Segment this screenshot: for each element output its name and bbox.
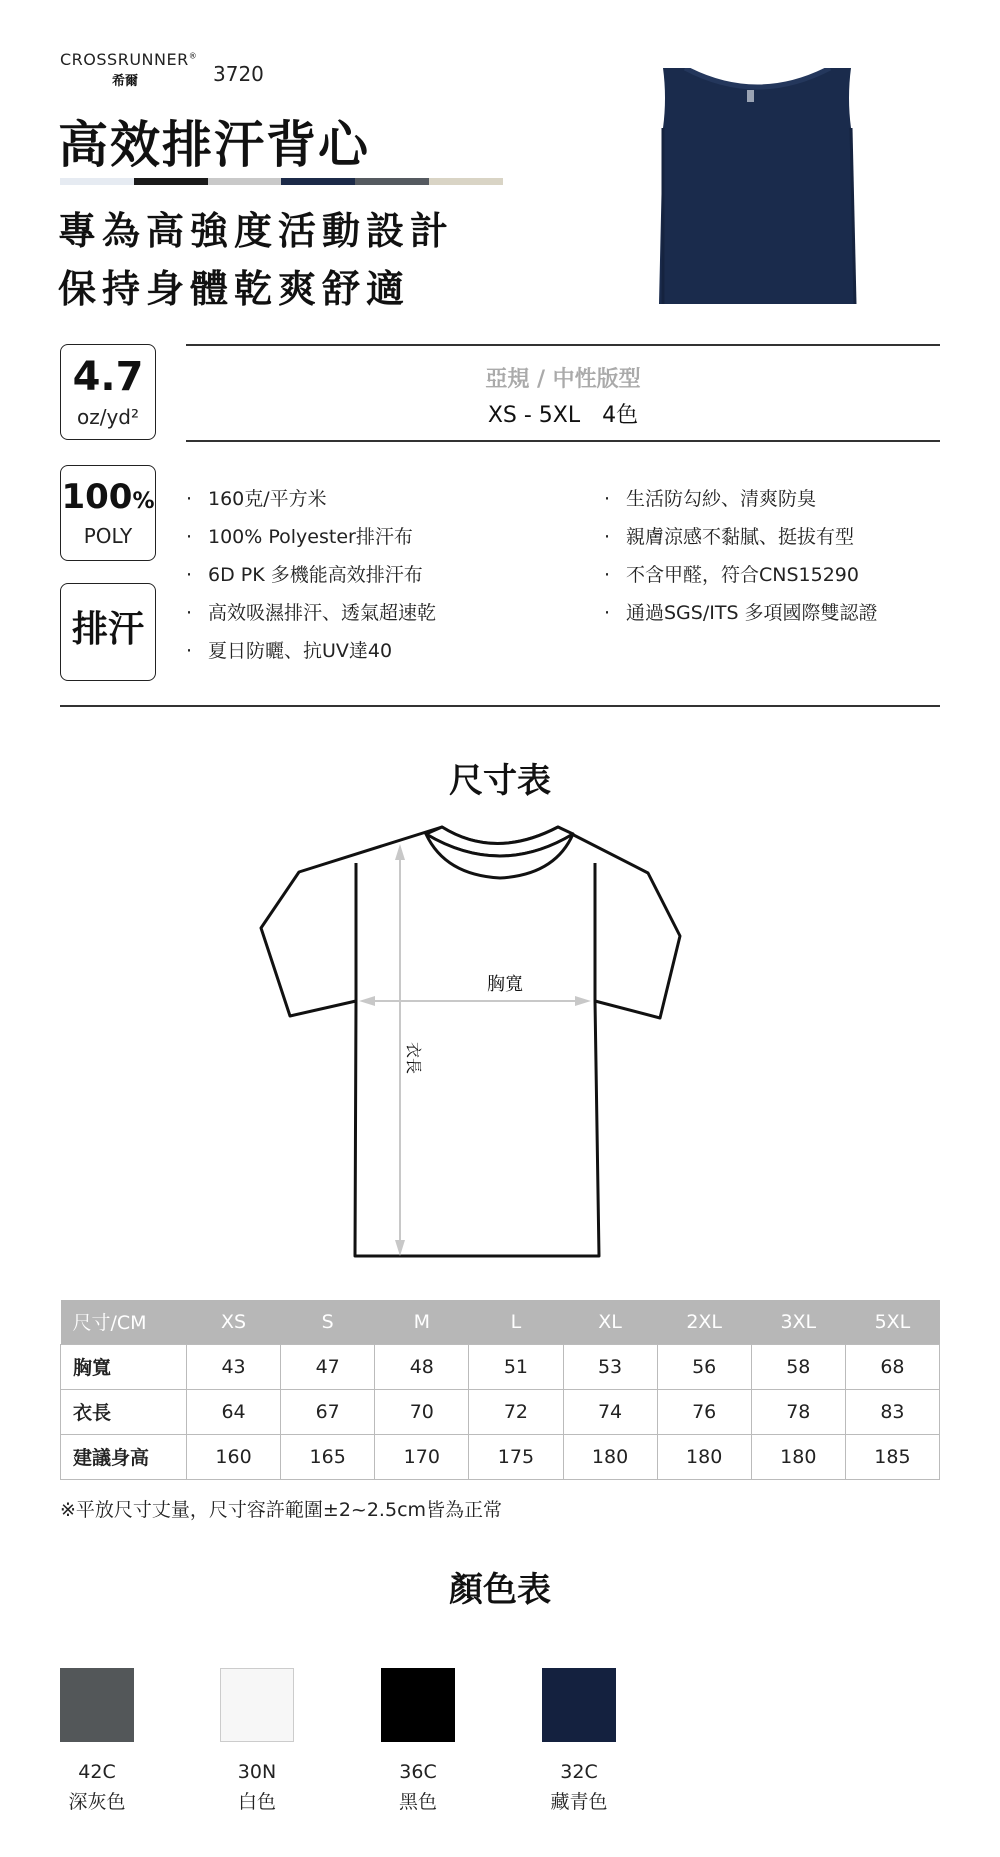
table-header-cell: S [281, 1300, 375, 1344]
table-row [61, 1344, 940, 1389]
table-cell: 83 [845, 1389, 939, 1434]
fit-type: 亞規 / 中性版型 [485, 367, 641, 392]
color-code: 42C [78, 1761, 116, 1783]
table-cell: 53 [563, 1344, 657, 1389]
weight-unit: oz/yd² [76, 405, 140, 429]
table-row [61, 1434, 940, 1479]
function-badge [60, 583, 156, 681]
color-strip-segment [281, 178, 355, 185]
color-swatch [381, 1668, 455, 1742]
table-row [61, 1389, 940, 1434]
feature-item: · 160克/平方米 [186, 485, 436, 523]
tshirt-diagram [255, 820, 745, 1270]
table-cell: 180 [751, 1434, 845, 1479]
tag-icon [747, 90, 754, 102]
table-cell: 58 [751, 1344, 845, 1389]
table-cell: 64 [187, 1389, 281, 1434]
feature-list-left [186, 485, 436, 675]
table-cell: 180 [657, 1434, 751, 1479]
measurement-note: ※平放尺寸丈量，尺寸容許範圍±2~2.5cm皆為正常 [60, 1499, 503, 1521]
weight-badge [60, 344, 156, 440]
table-cell: 165 [281, 1434, 375, 1479]
table-cell: 76 [657, 1389, 751, 1434]
divider [186, 344, 940, 346]
row-label: 衣長 [61, 1389, 187, 1434]
feature-item: · 6D PK 多機能高效排汗布 [186, 561, 436, 599]
table-header-cell: M [375, 1300, 469, 1344]
color-label [353, 1757, 483, 1817]
color-chart-title: 顏色表 [449, 1570, 551, 1610]
feature-list-right [604, 485, 878, 637]
table-cell: 185 [845, 1434, 939, 1479]
table-cell: 68 [845, 1344, 939, 1389]
color-label [192, 1757, 322, 1817]
color-name: 白色 [237, 1791, 276, 1813]
table-cell: 70 [375, 1389, 469, 1434]
table-header-cell: 尺寸/CM [61, 1300, 187, 1344]
table-cell: 74 [563, 1389, 657, 1434]
table-header-cell: 2XL [657, 1300, 751, 1344]
table-header-cell: XL [563, 1300, 657, 1344]
divider [186, 440, 940, 442]
function-label: 排汗 [71, 609, 144, 650]
color-swatch [542, 1668, 616, 1742]
table-cell: 72 [469, 1389, 563, 1434]
table-header-cell: 5XL [845, 1300, 939, 1344]
product-image [655, 68, 860, 304]
size-table [60, 1300, 940, 1480]
color-strip-segment [60, 178, 134, 185]
feature-item: · 生活防勾紗、清爽防臭 [604, 485, 878, 523]
weight-value: 4.7 [72, 354, 144, 400]
feature-item: · 夏日防曬、抗UV達40 [186, 637, 436, 675]
material-percent: 100% [61, 477, 155, 517]
color-label [32, 1757, 162, 1817]
row-label: 胸寬 [61, 1344, 187, 1389]
product-title: 高效排汗背心 [58, 116, 370, 174]
color-strip [60, 178, 503, 185]
feature-item: · 不含甲醛，符合CNS15290 [604, 561, 878, 599]
slogan-line-1: 專為高強度活動設計 [58, 209, 455, 253]
length-label: 衣長 [404, 1042, 423, 1075]
slogan-line-2: 保持身體乾爽舒適 [58, 267, 411, 311]
table-cell: 56 [657, 1344, 751, 1389]
color-name: 黑色 [398, 1791, 437, 1813]
color-code: 36C [399, 1761, 437, 1783]
table-cell: 160 [187, 1434, 281, 1479]
color-name: 深灰色 [68, 1791, 126, 1813]
table-header-cell: L [469, 1300, 563, 1344]
color-strip-segment [355, 178, 429, 185]
color-strip-segment [134, 178, 208, 185]
model-number: 3720 [213, 62, 264, 86]
table-cell: 51 [469, 1344, 563, 1389]
material-name: POLY [83, 524, 133, 548]
row-label: 建議身高 [61, 1434, 187, 1479]
table-cell: 67 [281, 1389, 375, 1434]
table-cell: 48 [375, 1344, 469, 1389]
size-range: XS - 5XL 4色 [487, 403, 639, 428]
brand-name-zh: 希爾 [111, 74, 138, 89]
color-name: 藏青色 [550, 1791, 608, 1813]
table-cell: 170 [375, 1434, 469, 1479]
color-strip-segment [208, 178, 282, 185]
brand-logo [60, 50, 198, 89]
color-code: 32C [560, 1761, 598, 1783]
chest-label: 胸寬 [487, 974, 523, 995]
color-label [514, 1757, 644, 1817]
size-chart-title: 尺寸表 [449, 761, 551, 801]
table-cell: 43 [187, 1344, 281, 1389]
table-cell: 78 [751, 1389, 845, 1434]
feature-item: · 親膚涼感不黏膩、挺拔有型 [604, 523, 878, 561]
table-header-cell: 3XL [751, 1300, 845, 1344]
brand-name-en: CROSSRUNNER® [60, 50, 198, 69]
table-cell: 175 [469, 1434, 563, 1479]
material-badge [60, 465, 156, 561]
color-strip-segment [429, 178, 503, 185]
feature-item: · 通過SGS/ITS 多項國際雙認證 [604, 599, 878, 637]
table-cell: 180 [563, 1434, 657, 1479]
divider [60, 705, 940, 707]
feature-item: · 高效吸濕排汗、透氣超速乾 [186, 599, 436, 637]
color-swatch [60, 1668, 134, 1742]
table-cell: 47 [281, 1344, 375, 1389]
color-swatch [220, 1668, 294, 1742]
table-header-cell: XS [187, 1300, 281, 1344]
feature-item: · 100% Polyester排汗布 [186, 523, 436, 561]
color-code: 30N [237, 1761, 277, 1783]
table-header-row [61, 1300, 940, 1344]
